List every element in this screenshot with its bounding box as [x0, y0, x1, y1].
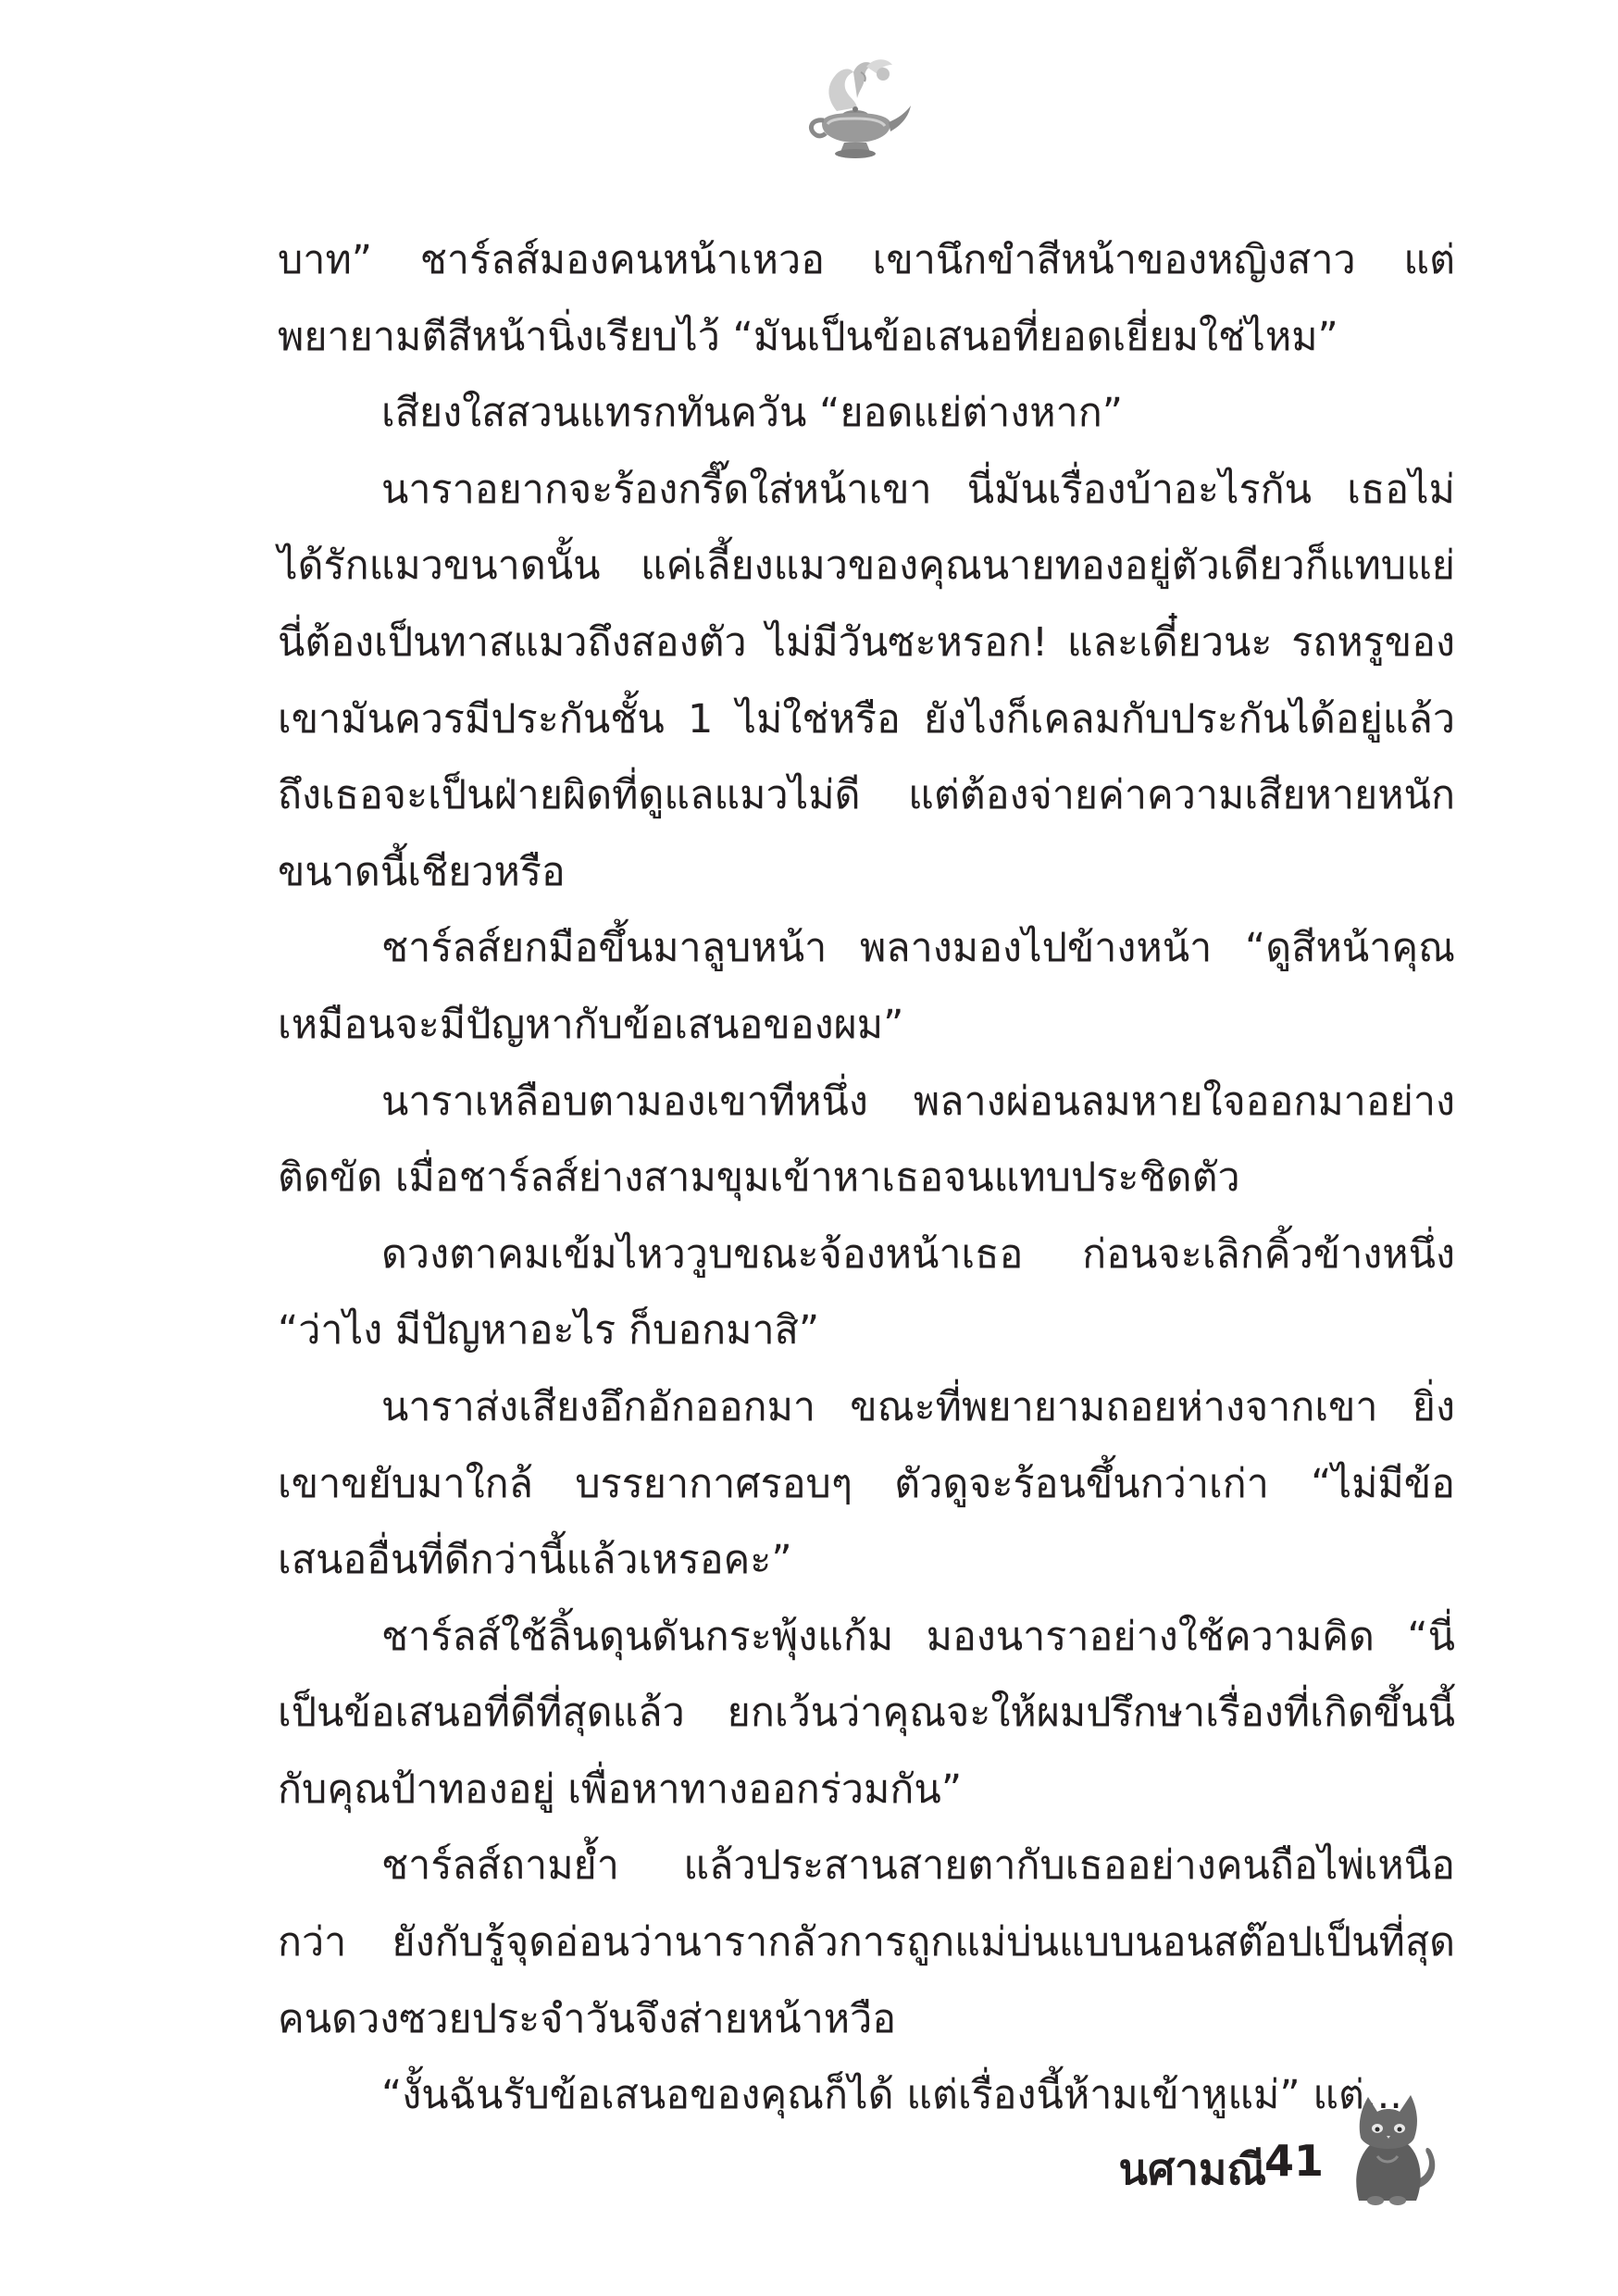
paragraph: นาราอยากจะร้องกรี๊ดใส่หน้าเขา นี่มันเรื่องบ้าอะไรกัน เธอไม่ได้รักแมวขนาดนั้น แค่เลี้ยงแมวของคุณนายทองอยู่ตัวเดียวก็แทบแย่ นี่ต้องเป็นทาสแมวถึงสองตัว ไม่มีวันซะหรอก! และเดี๋ยวนะ รถหรูของเขามันควรมีประกันชั้น 1 ไม่ใช่หรือ ยังไงก็เคลมกับประกันได้อยู่แล้ว ถึงเธอจะเป็นฝ่ายผิดที่ดูแลแมวไม่ดี แต่ต้องจ่ายค่าความเสียหายหนักขนาดนี้เชียวหรือ	[278, 466, 1455, 895]
paragraph: ดวงตาคมเข้มไหววูบขณะจ้องหน้าเธอ ก่อนจะเลิกคิ้วข้างหนึ่ง “ว่าไง มีปัญหาอะไร ก็บอกมาสิ”	[278, 1230, 1455, 1354]
story-text	[278, 222, 1455, 2134]
page-footer	[1053, 2078, 1442, 2208]
paragraph: บาท” ชาร์ลส์มองคนหน้าเหวอ เขานึกขำสีหน้าของหญิงสาว แต่พยายามตีสีหน้านิ่งเรียบไว้ “มันเป็นข้อเสนอที่ยอดเยี่ยมใช่ไหม”	[278, 237, 1455, 360]
author-name: นศามณี	[1118, 2144, 1266, 2194]
paragraph: นาราเหลือบตามองเขาทีหนึ่ง พลางผ่อนลมหายใจออกมาอย่างติดขัด เมื่อชาร์ลส์ย่างสามขุมเข้าหาเธอจนแทบประชิดตัว	[278, 1078, 1455, 1202]
paragraph: ชาร์ลส์ยกมือขึ้นมาลูบหน้า พลางมองไปข้างหน้า “ดูสีหน้าคุณเหมือนจะมีปัญหากับข้อเสนอของผม”	[278, 925, 1455, 1048]
paragraph: ชาร์ลส์ใช้ลิ้นดุนดันกระพุ้งแก้ม มองนาราอย่างใช้ความคิด “นี่เป็นข้อเสนอที่ดีที่สุดแล้ว ยกเว้นว่าคุณจะให้ผมปรึกษาเรื่องที่เกิดขึ้นนี้กับคุณป้าทองอยู่ เพื่อหาทางออกร่วมกัน”	[278, 1613, 1455, 1813]
paragraph: นาราส่งเสียงอึกอักออกมา ขณะที่พยายามถอยห่างจากเขา ยิ่งเขาขยับมาใกล้ บรรยากาศรอบๆ ตัวดูจะร้อนขึ้นกว่าเก่า “ไม่มีข้อเสนออื่นที่ดีกว่านี้แล้วเหรอคะ”	[278, 1383, 1455, 1584]
page-number: 41	[1263, 2136, 1324, 2186]
genie-lamp-icon	[800, 54, 915, 167]
paragraph: “งั้นฉันรับข้อเสนอของคุณก็ได้ แต่เรื่องนี้ห้ามเข้าหูแม่” แต่...	[381, 2072, 1402, 2119]
paragraph: เสียงใสสวนแทรกทันควัน “ยอดแย่ต่างหาก”	[381, 390, 1124, 437]
paragraph: ชาร์ลส์ถามย้ำ แล้วประสานสายตากับเธออย่างคนถือไพ่เหนือกว่า ยังกับรู้จุดอ่อนว่านารากลัวการถูกแม่บ่นแบบนอนสต๊อปเป็นที่สุด คนดวงซวยประจำวันจึงส่ายหน้าหวือ	[278, 1842, 1455, 2042]
black-cat-icon	[1340, 2078, 1442, 2208]
